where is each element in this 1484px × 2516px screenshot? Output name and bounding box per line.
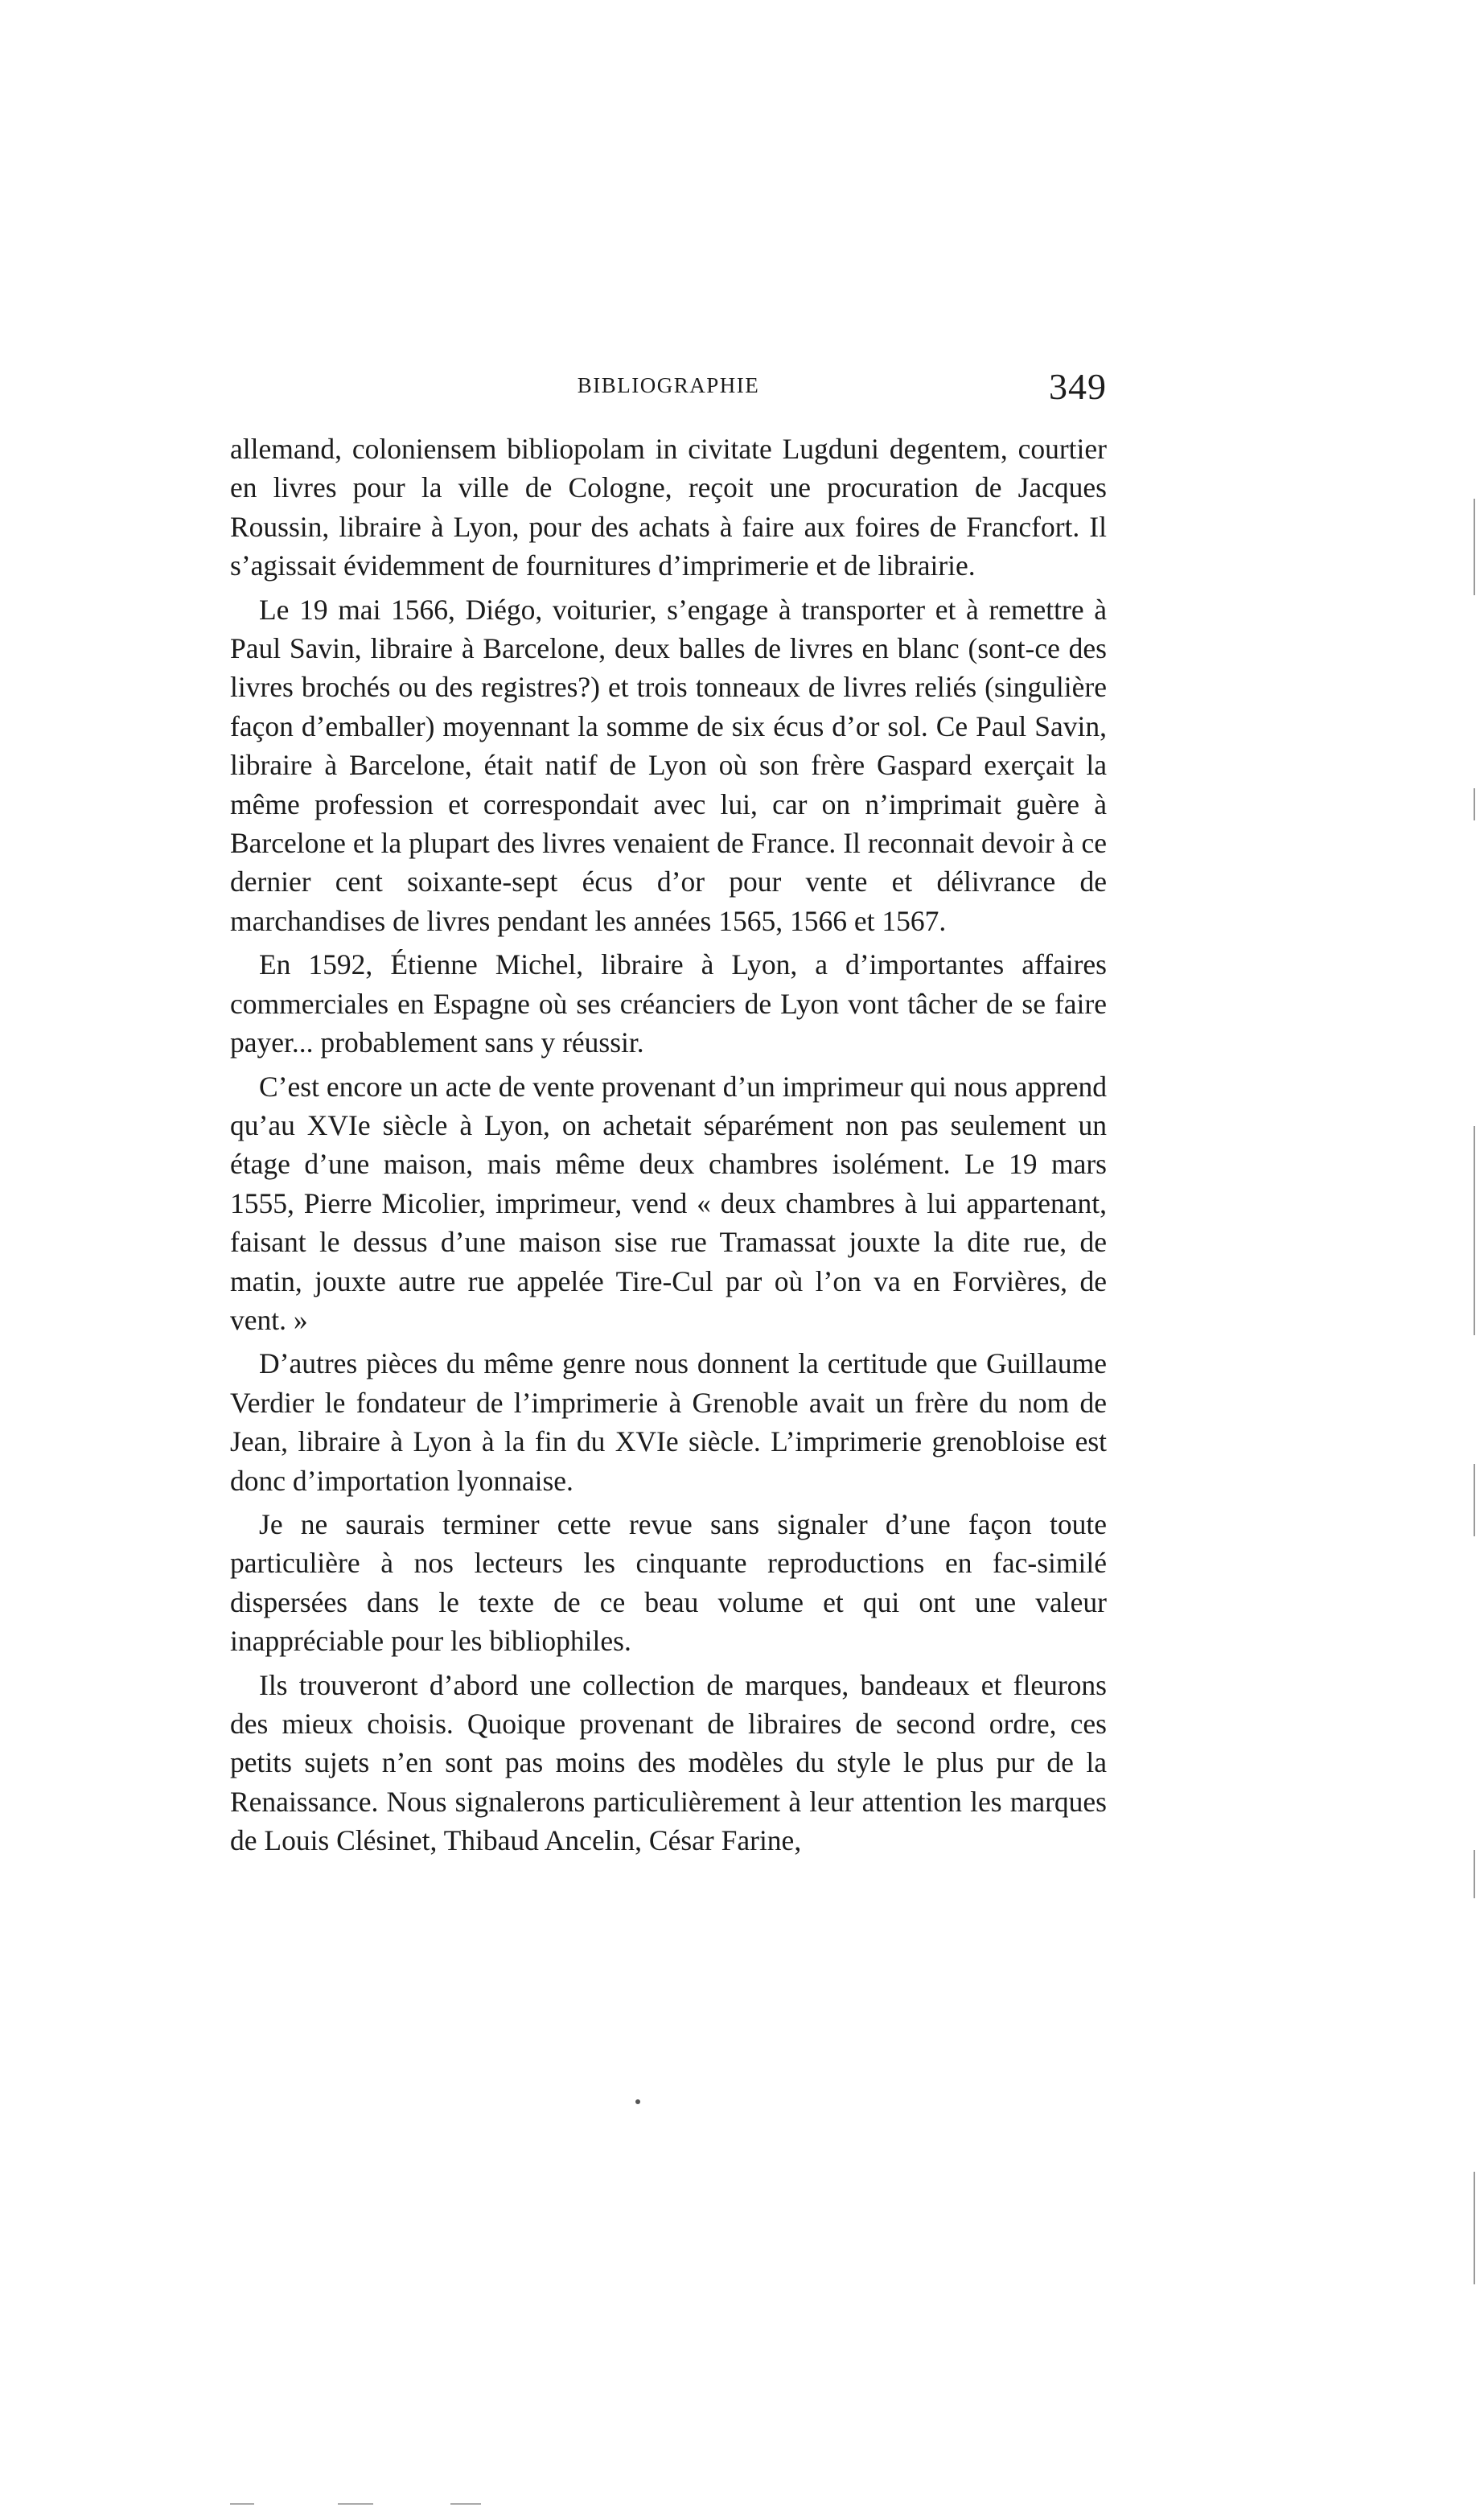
running-title: BIBLIOGRAPHIE: [577, 373, 760, 397]
scan-edge-mark: [1474, 788, 1475, 820]
scan-bottom-mark: [338, 2503, 373, 2505]
page-number: 349: [1049, 366, 1107, 407]
scan-edge-mark: [1474, 1850, 1475, 1898]
scan-bottom-mark: [450, 2503, 481, 2505]
paragraph: Ils trouveront d’abord une collection de marques, bandeaux et fleurons des mieux choisis. Quoique provenant de libraires de second ordre, ces petits sujets n’en sont pas moins des modèles du style le plus pur de la Renaissance. Nous signalerons particulièrement à leur attention les marques de Louis Clésinet, Thibaud Ancelin, César Farine,: [230, 1668, 1107, 1857]
scan-edge-mark: [1474, 1464, 1475, 1536]
scan-bottom-mark: [230, 2503, 254, 2505]
paragraph: En 1592, Étienne Michel, libraire à Lyon, a d’importantes affaires commerciales en Espagne où ses créanciers de Lyon vont tâcher de se faire payer... probablement sans y réussir.: [230, 948, 1107, 1059]
ink-speck: [635, 2099, 640, 2104]
paragraph: Je ne saurais terminer cette revue sans signaler d’une façon toute particulière à nos lecteurs les cinquante reproductions en fac-similé dispersées dans le texte de ce beau volume et qui ont une valeur inappréciable pour les bibliophiles.: [230, 1507, 1107, 1658]
scan-edge-mark: [1474, 1126, 1475, 1335]
scan-edge-mark: [1474, 2172, 1475, 2284]
paragraph: D’autres pièces du même genre nous donnent la certitude que Guillaume Verdier le fondateur de l’imprimerie à Grenoble avait un frère du nom de Jean, libraire à Lyon à la fin du XVIe siècle. L’imprimerie grenobloise est donc d’importation lyonnaise.: [230, 1347, 1107, 1497]
paragraph: Le 19 mai 1566, Diégo, voiturier, s’engage à transporter et à remettre à Paul Savin, libraire à Barcelone, deux balles de livres en blanc (sont-ce des livres brochés ou des registres?) et trois tonneaux de livres reliés (singulière façon d’emballer) moyennant la somme de six écus d’or sol. Ce Paul Savin, libraire à Barcelone, était natif de Lyon où son frère Gaspard exerçait la même profession et correspondait avec lui, car on n’imprimait guère à Barcelone et la plupart des livres venaient de France. Il reconnait devoir à ce dernier cent soixante-sept écus d’or pour vente et délivrance de marchandises de livres pendant les années 1565, 1566 et 1567.: [230, 593, 1107, 937]
running-head: [230, 366, 1107, 420]
body-text: [230, 430, 1107, 1865]
paragraph: C’est encore un acte de vente provenant d’un imprimeur qui nous apprend qu’au XVIe siècle à Lyon, on achetait séparément non pas seulement un étage d’une maison, mais même deux chambres isolément. Le 19 mars 1555, Pierre Micolier, imprimeur, vend « deux chambres à lui appartenant, faisant le dessus d’une maison sise rue Tramassat jouxte la dite rue, de matin, jouxte autre rue appelée Tire-Cul par où l’on va en Forvières, de vent. »: [230, 1070, 1107, 1336]
paragraph: allemand, coloniensem bibliopolam in civitate Lugduni degentem, courtier en livres pour la ville de Cologne, reçoit une procuration de Jacques Roussin, libraire à Lyon, pour des achats à faire aux foires de Francfort. Il s’agissait évidemment de fournitures d’imprimerie et de librairie.: [230, 433, 1107, 582]
scan-edge-mark: [1474, 499, 1475, 595]
